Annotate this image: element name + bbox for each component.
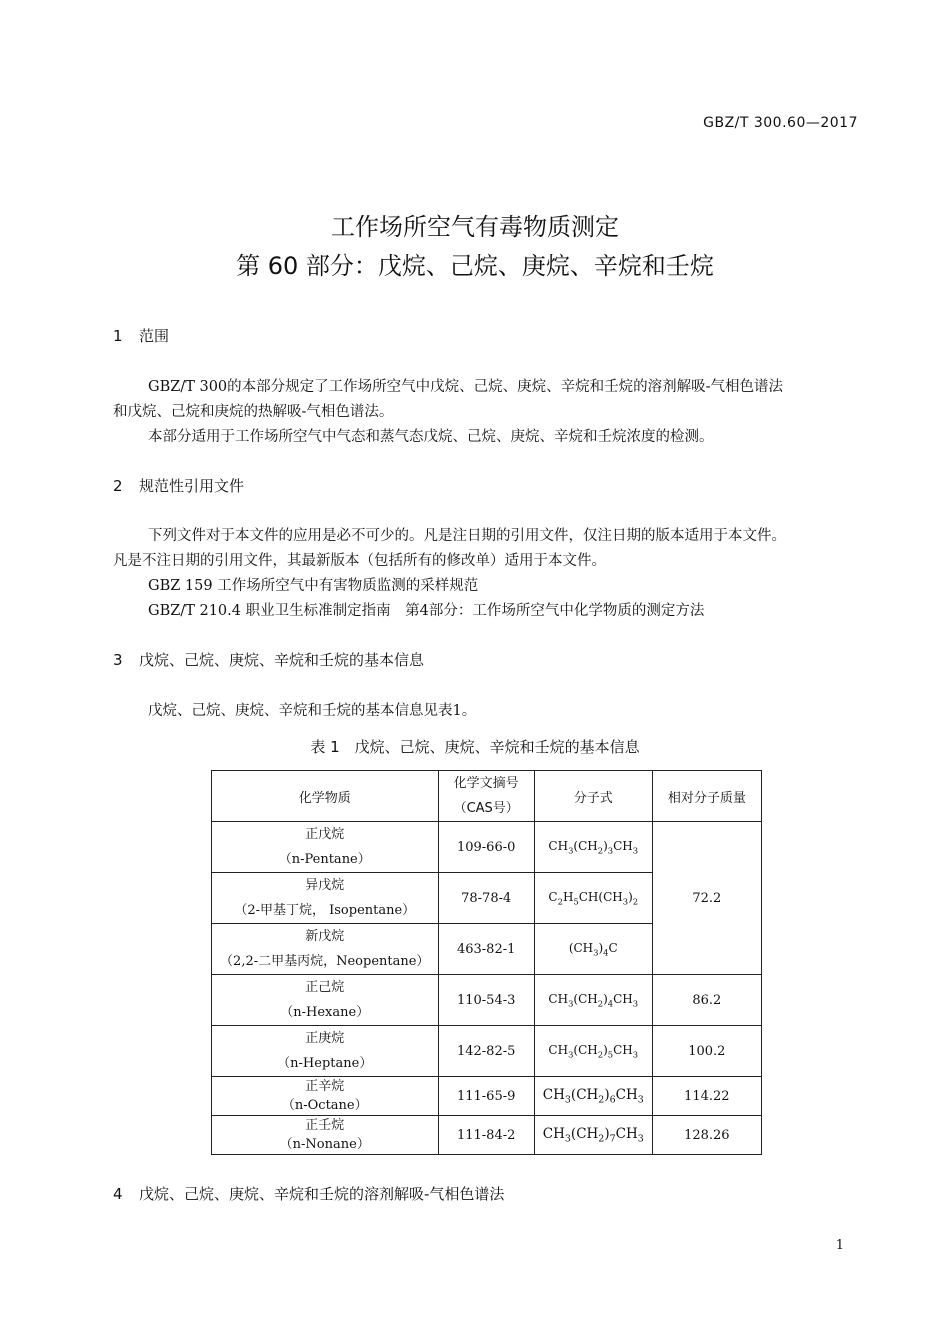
section-3-paragraph-1: 戊烷、己烷、庚烷、辛烷和壬烷的基本信息见表1。: [148, 703, 477, 719]
table-1-caption: 表 1 戊烷、己烷、庚烷、辛烷和壬烷的基本信息: [310, 738, 640, 756]
table-row: [212, 975, 762, 1026]
formula-cell: $CH_3(CH_2)_6CH_3$: [534, 1077, 652, 1116]
molecular-weight-cell: 114.22: [652, 1077, 761, 1116]
cas-cell: 463-82-1: [438, 924, 534, 975]
section-number: 4: [113, 1185, 123, 1203]
section-title: 范围: [139, 327, 170, 345]
document-title-line1: 工作场所空气有毒物质测定: [331, 213, 619, 241]
section-number: 1: [113, 327, 123, 345]
substance-alias: （n-Octane）: [281, 1098, 368, 1113]
section-number: 2: [113, 477, 123, 495]
molecular-weight-cell: 72.2: [652, 822, 761, 975]
substance-alias: （n-Nonane）: [279, 1137, 370, 1152]
section-title: 戊烷、己烷、庚烷、辛烷和壬烷的溶剂解吸-气相色谱法: [139, 1185, 505, 1203]
table-1-basic-information: [211, 770, 762, 1155]
formula-cell: $CH_3(CH_2)_4CH_3$: [534, 975, 652, 1026]
substance-cell: [212, 1116, 439, 1155]
reference-gbz-t-210-4: GBZ/T 210.4 职业卫生标准制定指南 第4部分：工作场所空气中化学物质的测定方法: [148, 603, 705, 619]
header-cas-line1: 化学文摘号: [453, 776, 519, 791]
molecular-weight-cell: 128.26: [652, 1116, 761, 1155]
cas-cell: 110-54-3: [438, 975, 534, 1026]
formula-cell: $CH_3(CH_2)_5CH_3$: [534, 1026, 652, 1077]
substance-alias: （2-甲基丁烷， Isopentane）: [234, 903, 416, 918]
header-cas-line2: （CAS号）: [453, 801, 519, 816]
cas-cell: 111-65-9: [438, 1077, 534, 1116]
substance-name: 正己烷: [305, 980, 345, 995]
substance-name: 正辛烷: [305, 1079, 345, 1094]
reference-gbz-159: GBZ 159 工作场所空气中有害物质监测的采样规范: [148, 578, 479, 594]
standard-code: GBZ/T 300.60—2017: [703, 115, 858, 131]
substance-name: 正戊烷: [305, 827, 345, 842]
table-row: [212, 822, 762, 873]
section-number: 3: [113, 651, 123, 669]
table-row: [212, 1077, 762, 1116]
molecular-weight-cell: 86.2: [652, 975, 761, 1026]
header-substance: 化学物质: [212, 771, 439, 822]
header-cas: [438, 771, 534, 822]
substance-alias: （n-Heptane）: [277, 1056, 373, 1071]
substance-cell: [212, 822, 439, 873]
substance-cell: [212, 975, 439, 1026]
table-row: [212, 1026, 762, 1077]
formula-cell: $(CH_3)_4C$: [534, 924, 652, 975]
section-2-paragraph-1a: 下列文件对于本文件的应用是必不可少的。凡是注日期的引用文件，仅注日期的版本适用于本文件。: [148, 528, 786, 544]
cas-cell: 142-82-5: [438, 1026, 534, 1077]
table-header-row: [212, 771, 762, 822]
formula-cell: $CH_3(CH_2)_3CH_3$: [534, 822, 652, 873]
table-row: [212, 1116, 762, 1155]
formula-cell: $CH_3(CH_2)_7CH_3$: [534, 1116, 652, 1155]
section-3-heading: [113, 649, 424, 670]
substance-name: 正壬烷: [305, 1118, 345, 1133]
cas-cell: 78-78-4: [438, 873, 534, 924]
molecular-weight-cell: 100.2: [652, 1026, 761, 1077]
substance-alias: （n-Hexane）: [280, 1005, 370, 1020]
page-number: 1: [835, 1238, 844, 1253]
section-title: 戊烷、己烷、庚烷、辛烷和壬烷的基本信息: [139, 651, 425, 669]
cas-cell: 109-66-0: [438, 822, 534, 873]
section-1-paragraph-1b: 和戊烷、己烷和庚烷的热解吸-气相色谱法。: [113, 404, 394, 420]
substance-cell: [212, 924, 439, 975]
substance-name: 正庚烷: [305, 1031, 345, 1046]
substance-alias: （n-Pentane）: [278, 852, 371, 867]
document-title-line2: 第 60 部分：戊烷、己烷、庚烷、辛烷和壬烷: [236, 252, 714, 280]
substance-cell: [212, 873, 439, 924]
header-molecular-weight: 相对分子质量: [652, 771, 761, 822]
section-1-paragraph-2: 本部分适用于工作场所空气中气态和蒸气态戊烷、己烷、庚烷、辛烷和壬烷浓度的检测。: [148, 429, 714, 445]
cas-cell: 111-84-2: [438, 1116, 534, 1155]
substance-alias: （2,2-二甲基丙烷，Neopentane）: [220, 954, 430, 969]
section-4-heading: [113, 1183, 504, 1204]
substance-name: 异戊烷: [305, 878, 345, 893]
substance-name: 新戊烷: [305, 929, 345, 944]
header-formula: 分子式: [534, 771, 652, 822]
section-1-heading: [113, 325, 169, 346]
section-2-paragraph-1b: 凡是不注日期的引用文件，其最新版本（包括所有的修改单）适用于本文件。: [113, 553, 606, 569]
section-2-heading: [113, 475, 244, 496]
substance-cell: [212, 1026, 439, 1077]
section-1-paragraph-1a: GBZ/T 300的本部分规定了工作场所空气中戊烷、己烷、庚烷、辛烷和壬烷的溶剂解吸-气相色谱法: [148, 379, 784, 395]
formula-cell: $C_2H_5CH(CH_3)_2$: [534, 873, 652, 924]
substance-cell: [212, 1077, 439, 1116]
section-title: 规范性引用文件: [139, 477, 245, 495]
